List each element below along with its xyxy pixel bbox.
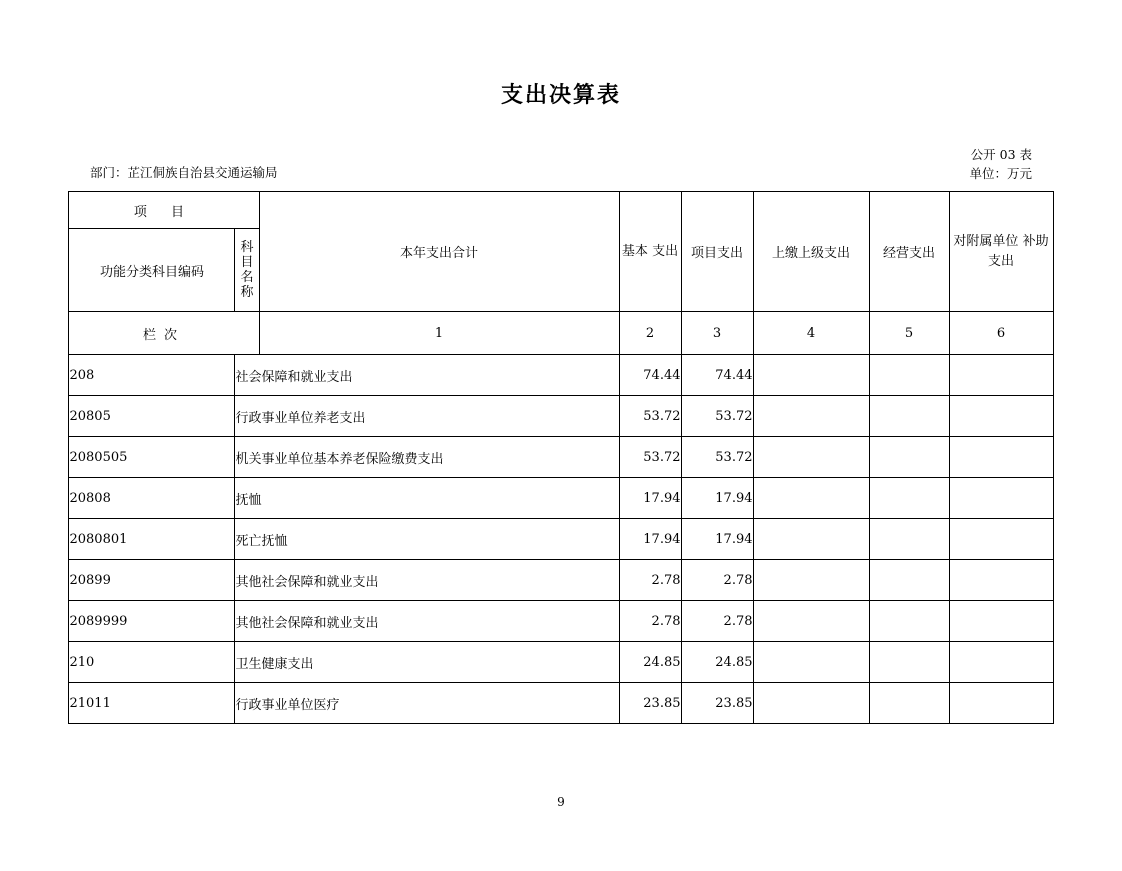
cell-operating	[949, 478, 1053, 519]
header-function-code: 功能分类科目编码	[69, 229, 235, 312]
cell-total: 53.72	[619, 396, 681, 437]
cell-operating	[949, 560, 1053, 601]
cell-code: 210	[69, 642, 235, 683]
cell-total: 53.72	[619, 437, 681, 478]
cell-operating	[949, 601, 1053, 642]
cell-code: 208	[69, 355, 235, 396]
cell-name: 行政事业单位医疗	[235, 683, 619, 724]
header-operating: 经营支出	[869, 192, 949, 312]
header-basic-line1: 基本	[621, 243, 648, 259]
cell-code: 20899	[69, 560, 235, 601]
cell-operating	[949, 683, 1053, 724]
form-number: 公开 03 表	[970, 147, 1032, 162]
table-row	[69, 437, 1053, 478]
cell-name: 行政事业单位养老支出	[235, 396, 619, 437]
rownum-5: 5	[869, 312, 949, 355]
table-row	[69, 601, 1053, 642]
cell-total: 2.78	[619, 560, 681, 601]
cell-name: 抚恤	[235, 478, 619, 519]
cell-basic: 2.78	[681, 601, 753, 642]
cell-total: 17.94	[619, 519, 681, 560]
cell-code: 2080801	[69, 519, 235, 560]
cell-project	[753, 519, 869, 560]
table-header-row-1	[69, 192, 1053, 229]
rownum-label: 栏次	[69, 312, 259, 355]
subject-char-1: 科	[240, 240, 254, 255]
cell-upper	[869, 519, 949, 560]
cell-code: 2080505	[69, 437, 235, 478]
cell-total: 2.78	[619, 601, 681, 642]
cell-upper	[869, 478, 949, 519]
cell-project	[753, 601, 869, 642]
table-body	[69, 355, 1053, 724]
header-subject-name	[235, 229, 259, 312]
header-basic	[619, 192, 681, 312]
subject-char-2: 目	[240, 255, 254, 270]
rownum-1: 1	[259, 312, 619, 355]
cell-total: 74.44	[619, 355, 681, 396]
cell-operating	[949, 396, 1053, 437]
cell-name: 卫生健康支出	[235, 642, 619, 683]
table-row	[69, 560, 1053, 601]
header-basic-line2: 支出	[652, 243, 679, 259]
cell-project	[753, 396, 869, 437]
cell-name: 其他社会保障和就业支出	[235, 560, 619, 601]
header-subsidy-line1: 对附属单位	[953, 233, 1019, 249]
department-line: 部门：芷江侗族自治县交通运输局	[90, 165, 278, 180]
document-meta	[0, 145, 1122, 185]
subject-char-4: 称	[240, 285, 254, 300]
rownum-3: 3	[681, 312, 753, 355]
table-rownum-row	[69, 312, 1053, 355]
cell-basic: 2.78	[681, 560, 753, 601]
table-row	[69, 642, 1053, 683]
cell-basic: 17.94	[681, 519, 753, 560]
table-row	[69, 519, 1053, 560]
cell-operating	[949, 519, 1053, 560]
page-title: 支出决算表	[500, 82, 621, 108]
cell-basic: 17.94	[681, 478, 753, 519]
cell-code: 20808	[69, 478, 235, 519]
header-subsidy	[949, 192, 1053, 312]
cell-basic: 53.72	[681, 437, 753, 478]
form-meta	[969, 145, 1032, 183]
page-number: 9	[557, 795, 565, 809]
cell-name: 其他社会保障和就业支出	[235, 601, 619, 642]
cell-operating	[949, 642, 1053, 683]
header-upper: 上缴上级支出	[753, 192, 869, 312]
header-project: 项目支出	[681, 192, 753, 312]
header-total: 本年支出合计	[259, 192, 619, 312]
cell-code: 2089999	[69, 601, 235, 642]
cell-operating	[949, 355, 1053, 396]
cell-basic: 74.44	[681, 355, 753, 396]
cell-project	[753, 683, 869, 724]
cell-project	[753, 560, 869, 601]
table-row	[69, 478, 1053, 519]
cell-basic: 24.85	[681, 642, 753, 683]
cell-total: 17.94	[619, 478, 681, 519]
rownum-2: 2	[619, 312, 681, 355]
rownum-6: 6	[949, 312, 1053, 355]
rownum-4: 4	[753, 312, 869, 355]
cell-total: 23.85	[619, 683, 681, 724]
cell-project	[753, 437, 869, 478]
cell-project	[753, 355, 869, 396]
header-subsidy-line2: 补助支出	[987, 233, 1049, 269]
cell-basic: 53.72	[681, 396, 753, 437]
cell-upper	[869, 642, 949, 683]
cell-code: 20805	[69, 396, 235, 437]
cell-name: 机关事业单位基本养老保险缴费支出	[235, 437, 619, 478]
cell-code: 21011	[69, 683, 235, 724]
cell-upper	[869, 355, 949, 396]
cell-upper	[869, 560, 949, 601]
cell-upper	[869, 683, 949, 724]
cell-total: 24.85	[619, 642, 681, 683]
table-row	[69, 683, 1053, 724]
cell-name: 社会保障和就业支出	[235, 355, 619, 396]
table-row	[69, 396, 1053, 437]
cell-upper	[869, 437, 949, 478]
cell-name: 死亡抚恤	[235, 519, 619, 560]
table-row	[69, 355, 1053, 396]
expenditure-table	[68, 191, 1053, 724]
header-project-group: 项 目	[69, 192, 259, 229]
document-page	[0, 78, 1122, 871]
cell-upper	[869, 601, 949, 642]
cell-project	[753, 642, 869, 683]
unit-note: 单位：万元	[969, 166, 1032, 181]
subject-char-3: 名	[240, 270, 254, 285]
cell-upper	[869, 396, 949, 437]
cell-project	[753, 478, 869, 519]
cell-operating	[949, 437, 1053, 478]
cell-basic: 23.85	[681, 683, 753, 724]
